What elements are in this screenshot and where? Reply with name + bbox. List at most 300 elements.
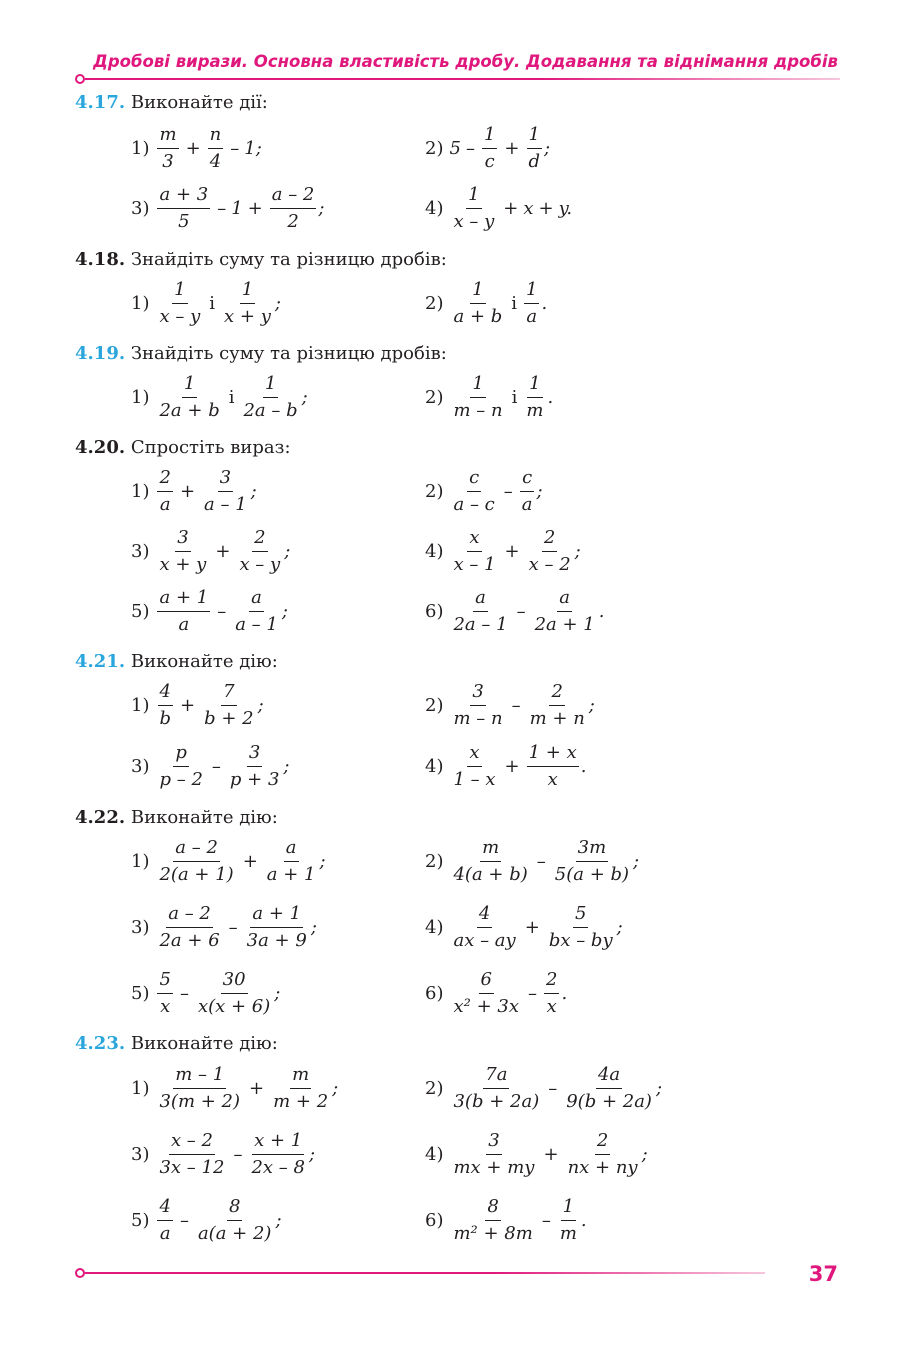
expression-term: ; [274, 982, 281, 1004]
expression-term: ; [250, 480, 257, 502]
expression-term: ; [318, 197, 325, 219]
fraction-denominator: a [521, 493, 533, 515]
operator: + [504, 755, 520, 777]
problem-label: 3) [131, 197, 150, 219]
fraction-denominator: b + 2 [204, 707, 254, 729]
expression-term: . [541, 292, 548, 314]
math-problem [425, 178, 572, 238]
operator: + [185, 137, 201, 159]
operator: – [536, 850, 546, 872]
fraction [237, 525, 282, 578]
expression-term: . [598, 600, 605, 622]
fraction-denominator: m² + 8m [453, 1222, 533, 1244]
operator: – [228, 916, 238, 938]
fraction-denominator: x(x + 6) [197, 995, 271, 1017]
fraction [245, 901, 309, 954]
fraction-denominator: 2a – 1 [453, 613, 508, 635]
expression-term: ; [301, 386, 308, 408]
operator: – [217, 600, 227, 622]
fraction-denominator: 9(b + 2a) [566, 1090, 652, 1112]
fraction [451, 525, 497, 578]
fraction-denominator: 5(a + b) [554, 863, 630, 885]
header-circle-icon [75, 74, 85, 84]
fraction-denominator: m – n [453, 399, 503, 421]
fraction-denominator: x – 1 [453, 553, 496, 575]
fraction-denominator: 3x – 12 [159, 1156, 225, 1178]
expression-term: ; [641, 1143, 648, 1165]
fraction-numerator: m [290, 1062, 311, 1089]
fraction [451, 1194, 534, 1247]
fraction-numerator: 1 [240, 277, 255, 304]
fraction [196, 967, 272, 1020]
exercise-heading [75, 343, 447, 364]
problem-label: 4) [425, 755, 444, 777]
fraction-denominator: 2x – 8 [251, 1156, 305, 1178]
fraction-denominator: x – y [239, 553, 281, 575]
fraction-denominator: x [547, 768, 558, 790]
fraction [451, 967, 521, 1020]
footer-divider [85, 1272, 765, 1274]
operator: – [503, 480, 513, 502]
fraction-numerator: p [173, 740, 189, 767]
fraction [222, 277, 273, 330]
fraction [451, 901, 517, 954]
problem-label: 2) [425, 480, 444, 502]
fraction-numerator: 4 [477, 901, 492, 928]
fraction-numerator: x [467, 525, 481, 552]
fraction-denominator: a – c [453, 493, 495, 515]
expression-term: . [547, 386, 554, 408]
fraction-numerator: 3 [218, 465, 233, 492]
exercise-heading [75, 249, 447, 270]
problem-label: 1) [131, 850, 150, 872]
fraction-denominator: 1 – x [453, 768, 496, 790]
operator: + [180, 694, 196, 716]
problem-label: 1) [131, 1077, 150, 1099]
fraction [271, 1062, 330, 1115]
problem-label: 2) [425, 694, 444, 716]
fraction [544, 967, 559, 1020]
fraction-denominator: a + 1 [266, 863, 316, 885]
expression-term: ; [283, 755, 290, 777]
fraction-numerator: a – 2 [173, 835, 220, 862]
fraction-denominator: 3(b + 2a) [453, 1090, 540, 1112]
fraction [202, 679, 256, 732]
fraction-numerator: a – 2 [166, 901, 213, 928]
fraction-denominator: 4 [209, 150, 222, 172]
problem-label: 2) [425, 292, 444, 314]
expression-term: ; [281, 600, 288, 622]
operator: і [511, 386, 518, 408]
operator: – [511, 694, 521, 716]
fraction-numerator: 1 [470, 371, 485, 398]
operator: + [543, 1143, 559, 1165]
problem-label: 2) [425, 137, 444, 159]
fraction [157, 465, 172, 518]
fraction [451, 1128, 536, 1181]
fraction [527, 525, 573, 578]
expression-term: ; [257, 694, 264, 716]
expression-term: 1; [244, 137, 262, 159]
exercise-instruction: Виконайте дію: [130, 807, 278, 828]
fraction-numerator: 1 [527, 122, 542, 149]
fraction-numerator: 3m [576, 835, 609, 862]
exercise-instruction: Виконайте дію: [130, 1033, 278, 1054]
fraction-numerator: x [467, 740, 481, 767]
fraction [157, 835, 235, 888]
fraction-numerator: 2 [549, 679, 564, 706]
fraction-numerator: 1 [470, 277, 485, 304]
operator: + [179, 480, 196, 502]
fraction [208, 122, 224, 175]
fraction-numerator: 8 [227, 1194, 242, 1221]
fraction-denominator: a – 1 [235, 613, 278, 635]
exercise-instruction: Спростіть вираз: [130, 437, 291, 458]
fraction-denominator: 3a + 9 [246, 929, 307, 951]
fraction [451, 277, 504, 330]
problem-label: 6) [425, 1209, 444, 1231]
fraction-numerator: a [249, 585, 264, 612]
expression-term: ; [319, 850, 326, 872]
problem-label: 1) [131, 386, 150, 408]
fraction-numerator: 1 [482, 122, 497, 149]
fraction-numerator: 2 [544, 967, 559, 994]
fraction [524, 277, 539, 330]
expression-term: ; [284, 540, 291, 562]
fraction-numerator: 2 [157, 465, 172, 492]
fraction-denominator: 3 [162, 150, 174, 172]
problem-label: 1) [131, 292, 150, 314]
exercise-instruction: Знайдіть суму та різницю дробів: [130, 343, 447, 364]
fraction-denominator: x – y [159, 305, 201, 327]
fraction-numerator: 3 [486, 1128, 501, 1155]
math-problem [425, 1190, 587, 1250]
math-problem [425, 273, 547, 333]
fraction-numerator: 1 [561, 1194, 576, 1221]
problem-label: 2) [425, 850, 444, 872]
fraction-numerator: a [284, 835, 299, 862]
fraction-numerator: 3 [175, 525, 190, 552]
fraction-numerator: 3 [247, 740, 262, 767]
fraction [451, 465, 496, 518]
fraction-numerator: c [520, 465, 534, 492]
fraction-numerator: a + 1 [250, 901, 303, 928]
fraction-numerator: m [157, 122, 178, 149]
fraction [157, 740, 204, 793]
math-problem [131, 1058, 338, 1118]
fraction [520, 465, 535, 518]
fraction [270, 182, 317, 235]
problem-label: 3) [131, 916, 150, 938]
operator: + [503, 197, 519, 219]
exercise-number: 4.17. [75, 92, 126, 113]
operator: – [179, 1209, 189, 1231]
fraction-numerator: m [480, 835, 501, 862]
fraction-denominator: 3(m + 2) [159, 1090, 241, 1112]
operator: – [527, 982, 537, 1004]
fraction-denominator: 2a – b [243, 399, 298, 421]
fraction [564, 1062, 654, 1115]
fraction-denominator: b [159, 707, 172, 729]
exercise-number: 4.19. [75, 343, 126, 364]
fraction [528, 679, 587, 732]
math-problem [425, 1058, 662, 1118]
fraction-numerator: 5 [573, 901, 588, 928]
exercise-heading [75, 1033, 278, 1054]
problem-label: 4) [425, 540, 444, 562]
fraction-denominator: m – n [453, 707, 503, 729]
fraction [482, 122, 497, 175]
fraction-numerator: 1 [524, 277, 539, 304]
fraction [566, 1128, 640, 1181]
operator: – [541, 1209, 551, 1231]
exercise-number: 4.18. [75, 249, 126, 270]
fraction [553, 835, 631, 888]
expression-term: . [580, 1209, 587, 1231]
math-problem [131, 897, 317, 957]
math-problem [131, 736, 289, 796]
fraction-denominator: 2a + b [159, 399, 220, 421]
operator: – [211, 755, 221, 777]
problem-label: 3) [131, 755, 150, 777]
fraction-numerator: 1 [182, 371, 197, 398]
header-divider [85, 78, 840, 80]
fraction-denominator: m + n [529, 707, 585, 729]
problem-label: 4) [425, 916, 444, 938]
operator: – [233, 1143, 243, 1165]
fraction-denominator: a [178, 613, 190, 635]
fraction-denominator: d [528, 150, 541, 172]
math-problem [131, 521, 290, 581]
fraction-numerator: n [208, 122, 224, 149]
fraction [249, 1128, 307, 1181]
fraction-numerator: 1 [172, 277, 187, 304]
math-problem [425, 736, 587, 796]
operator: і [209, 292, 216, 314]
fraction-numerator: a + 3 [157, 182, 210, 209]
fraction [451, 371, 504, 424]
exercise-heading [75, 92, 268, 113]
math-problem [131, 1124, 315, 1184]
math-problem [131, 963, 280, 1023]
fraction-denominator: x + y [224, 305, 271, 327]
fraction [228, 740, 282, 793]
problem-label: 4) [425, 1143, 444, 1165]
fraction [157, 525, 208, 578]
fraction [547, 901, 615, 954]
fraction-numerator: a – 2 [270, 182, 317, 209]
problem-label: 3) [131, 1143, 150, 1165]
problem-label: 1) [131, 480, 150, 502]
problem-label: 1) [131, 694, 150, 716]
fraction-numerator: 8 [485, 1194, 500, 1221]
fraction [451, 679, 504, 732]
math-problem [425, 367, 553, 427]
header-title: Дробові вирази. Основна властивість дробу. Додавання та віднімання дробів [93, 52, 838, 71]
expression-term: . [561, 982, 568, 1004]
fraction [526, 122, 542, 175]
operator: + [247, 197, 263, 219]
operator: і [228, 386, 235, 408]
operator: + [504, 137, 520, 159]
expression-term: ; [308, 1143, 316, 1165]
expression-term: . [580, 755, 587, 777]
problem-label: 2) [425, 1077, 444, 1099]
fraction-numerator: 2 [542, 525, 557, 552]
fraction [157, 901, 221, 954]
fraction-numerator: 4 [158, 679, 173, 706]
exercise-heading [75, 807, 278, 828]
fraction-denominator: p – 2 [159, 768, 203, 790]
operator: + [504, 540, 520, 562]
problem-label: 6) [425, 600, 444, 622]
expression-term: ; [574, 540, 581, 562]
fraction [157, 182, 210, 235]
fraction-numerator: 7 [221, 679, 236, 706]
math-problem [131, 831, 326, 891]
fraction-numerator: m – 1 [173, 1062, 226, 1089]
problem-label: 6) [425, 982, 444, 1004]
fraction-numerator: 7a [483, 1062, 509, 1089]
fraction [527, 740, 579, 793]
fraction-numerator: 1 [263, 371, 278, 398]
fraction-denominator: x + y [159, 553, 207, 575]
fraction [157, 277, 202, 330]
fraction-denominator: mx + my [453, 1156, 535, 1178]
expression-term: ; [310, 916, 317, 938]
fraction-numerator: 1 + x [527, 740, 579, 767]
fraction-denominator: p + 3 [229, 768, 280, 790]
expression-term: x [523, 197, 534, 219]
math-problem [131, 118, 262, 178]
fraction-numerator: a + 1 [157, 585, 210, 612]
fraction [451, 585, 509, 638]
math-problem [131, 1190, 282, 1250]
fraction [157, 1062, 242, 1115]
fraction-denominator: m [559, 1222, 577, 1244]
expression-term: ; [274, 292, 281, 314]
math-problem [425, 831, 639, 891]
expression-term: 1 [231, 197, 243, 219]
fraction [451, 740, 497, 793]
math-problem [425, 521, 581, 581]
fraction-numerator: x + 1 [252, 1128, 304, 1155]
footer-circle-icon [75, 1268, 85, 1278]
fraction-denominator: x – 2 [528, 553, 571, 575]
operator: – [217, 197, 227, 219]
math-problem [131, 675, 264, 735]
exercise-number: 4.23. [75, 1033, 126, 1054]
fraction [157, 585, 210, 638]
fraction-denominator: a [159, 1222, 171, 1244]
problem-label: 5) [131, 1209, 150, 1231]
problem-label: 2) [425, 386, 444, 408]
exercise-number: 4.22. [75, 807, 126, 828]
fraction [157, 967, 172, 1020]
operator: і [511, 292, 518, 314]
fraction-denominator: a [159, 493, 171, 515]
fraction-numerator: 3 [470, 679, 485, 706]
expression-term: ; [588, 694, 595, 716]
operator: + [538, 197, 554, 219]
operator: – [516, 600, 526, 622]
problem-label: 3) [131, 540, 150, 562]
fraction [265, 835, 318, 888]
operator: – [465, 137, 475, 159]
fraction [451, 835, 529, 888]
fraction-denominator: 2a + 1 [534, 613, 595, 635]
fraction-numerator: x – 2 [169, 1128, 215, 1155]
expression-term: ; [332, 1077, 339, 1099]
fraction-numerator: a [473, 585, 488, 612]
problem-label: 4) [425, 197, 444, 219]
fraction-denominator: 2(a + 1) [159, 863, 234, 885]
math-problem [131, 367, 308, 427]
math-problem [425, 675, 595, 735]
fraction-denominator: a(a + 2) [197, 1222, 272, 1244]
fraction-numerator: a [557, 585, 572, 612]
fraction-denominator: a + b [453, 305, 503, 327]
math-problem [425, 461, 543, 521]
math-problem [131, 178, 324, 238]
fraction-denominator: x² + 3x [453, 995, 519, 1017]
fraction-numerator: 1 [527, 371, 542, 398]
fraction-denominator: 4(a + b) [453, 863, 528, 885]
operator: – [548, 1077, 558, 1099]
problem-label: 5) [131, 600, 150, 622]
fraction-denominator: a – 1 [204, 493, 247, 515]
math-problem [425, 963, 567, 1023]
fraction-denominator: 2 [287, 210, 299, 232]
math-problem [425, 897, 623, 957]
exercise-heading [75, 651, 278, 672]
fraction-numerator: 6 [479, 967, 494, 994]
exercise-heading [75, 437, 291, 458]
fraction [524, 371, 545, 424]
math-problem [425, 118, 550, 178]
fraction [451, 182, 496, 235]
expression-term: 5 [449, 137, 461, 159]
fraction [451, 1062, 541, 1115]
fraction [157, 122, 178, 175]
exercise-number: 4.20. [75, 437, 126, 458]
fraction-denominator: nx + ny [567, 1156, 638, 1178]
expression-term: ; [536, 480, 543, 502]
fraction-denominator: 5 [178, 210, 190, 232]
expression-term: ; [633, 850, 640, 872]
fraction [157, 1128, 226, 1181]
fraction-numerator: 30 [221, 967, 248, 994]
fraction [157, 371, 221, 424]
expression-term: ; [616, 916, 623, 938]
operator: + [242, 850, 258, 872]
fraction-denominator: x [160, 995, 171, 1017]
math-problem [131, 581, 288, 641]
math-problem [131, 273, 281, 333]
expression-term: ; [275, 1209, 282, 1231]
fraction-numerator: 5 [157, 967, 172, 994]
math-problem [425, 1124, 648, 1184]
fraction-denominator: x [546, 995, 557, 1017]
fraction-denominator: c [484, 150, 495, 172]
exercise-instruction: Виконайте дії: [130, 92, 268, 113]
fraction-numerator: 1 [466, 182, 481, 209]
fraction [233, 585, 280, 638]
expression-term: y. [558, 197, 573, 219]
fraction-numerator: c [467, 465, 481, 492]
fraction-denominator: 2a + 6 [159, 929, 220, 951]
fraction [157, 1194, 172, 1247]
